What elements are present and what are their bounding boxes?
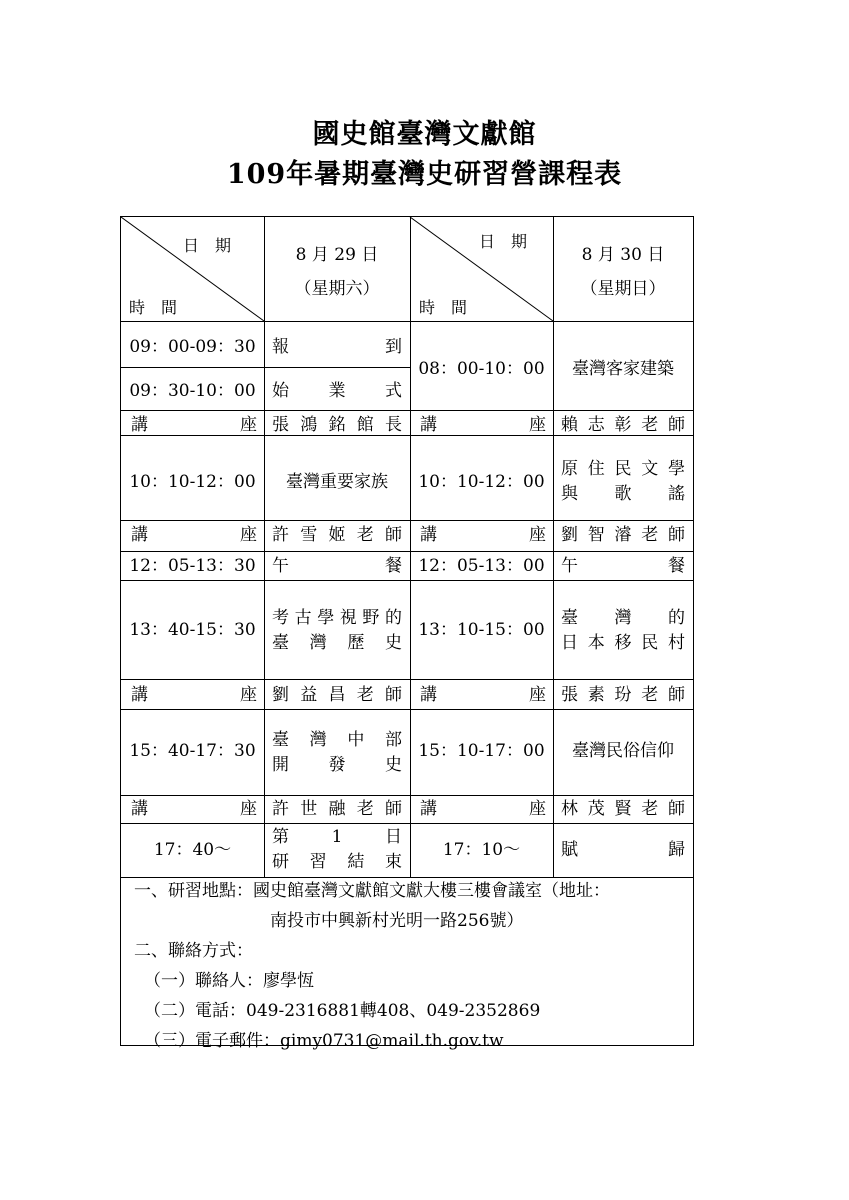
day1-time-7: 17：40～ — [153, 840, 232, 860]
day1-time-2: 09：30-10：00 — [129, 381, 256, 401]
day1-time-5: 13：40-15：30 — [129, 620, 256, 640]
notes-location-line2: 南投市中興新村光明一路256號） — [270, 911, 524, 931]
day2-speaker-1: 賴 志 彰 老 師 — [561, 415, 685, 435]
day1-time-3: 10：10-12：00 — [129, 472, 256, 492]
page-title: 國史館臺灣文獻館 — [312, 119, 537, 150]
day1-content-archaeology: 考 古 學 視 野 的 臺 灣 歷 史 — [272, 608, 402, 653]
day1-speaker-1: 張 鴻 銘 館 長 — [272, 415, 402, 435]
notes-location-line1: 一、研習地點：國史館臺灣文獻館文獻大樓三樓會議室（地址： — [134, 881, 610, 901]
day2-time-4: 13：10-15：00 — [418, 620, 545, 640]
day1-lecturer-label-1: 講 座 — [131, 415, 257, 435]
day1-speaker-3: 劉 益 昌 老 師 — [272, 685, 402, 705]
day2-speaker-4: 林 茂 賢 老 師 — [561, 799, 685, 819]
day1-lecturer-label-3: 講 座 — [131, 685, 257, 705]
header-date-label-2: 日 期 — [479, 232, 528, 251]
day1-lecturer-label-4: 講 座 — [131, 799, 257, 819]
header-date-label-1: 日 期 — [183, 236, 232, 255]
day2-lecturer-label-1: 講 座 — [420, 415, 546, 435]
day2-content-return: 賦 歸 — [561, 840, 685, 860]
day1-speaker-2: 許 雪 姬 老 師 — [272, 525, 402, 545]
day1-date: 8 月 29 日 — [295, 245, 379, 265]
day1-content-checkin: 報 到 — [272, 337, 402, 357]
notes-contact-person: （一）聯絡人：廖學恆 — [144, 971, 314, 991]
day2-time-6: 17：10～ — [442, 840, 521, 860]
day2-time-1: 08：00-10：00 — [418, 359, 545, 379]
day1-time-1: 09：00-09：30 — [129, 337, 256, 357]
day2-time-5: 15：10-17：00 — [418, 741, 545, 761]
day2-speaker-2: 劉 智 濬 老 師 — [561, 525, 685, 545]
day2-lecturer-label-2: 講 座 — [420, 525, 546, 545]
header-time-label-2: 時 間 — [419, 298, 468, 317]
day2-content-folk: 臺灣民俗信仰 — [572, 741, 674, 761]
day2-time-2: 10：10-12：00 — [418, 472, 545, 492]
day2-speaker-3: 張 素 玢 老 師 — [561, 685, 685, 705]
day1-content-closing: 第 1 日 研 習 結 束 — [272, 827, 402, 872]
day1-content-families: 臺灣重要家族 — [286, 472, 388, 492]
day1-content-central: 臺 灣 中 部 開 發 史 — [272, 730, 402, 775]
day2-content-immigrants: 臺 灣 的 日 本 移 民 村 — [561, 608, 685, 653]
notes-section — [120, 876, 694, 1056]
notes-contact-heading: 二、聯絡方式： — [134, 941, 253, 961]
day1-content-opening: 始 業 式 — [272, 381, 402, 401]
day1-time-4: 12：05-13：30 — [129, 556, 256, 576]
day2-content-lunch: 午 餐 — [561, 556, 685, 576]
day2-lecturer-label-4: 講 座 — [420, 799, 546, 819]
day1-weekday: （星期六） — [294, 279, 380, 299]
day1-time-6: 15：40-17：30 — [129, 741, 256, 761]
day2-content-indigenous: 原 住 民 文 學 與 歌 謠 — [561, 459, 685, 504]
day2-date: 8 月 30 日 — [581, 245, 665, 265]
day2-lecturer-label-3: 講 座 — [420, 685, 546, 705]
notes-contact-email: （三）電子郵件：gimy0731@mail.th.gov.tw — [144, 1031, 504, 1051]
day2-content-hakka: 臺灣客家建築 — [572, 359, 674, 379]
day2-time-3: 12：05-13：00 — [418, 556, 545, 576]
day1-lecturer-label-2: 講 座 — [131, 525, 257, 545]
header-time-label-1: 時 間 — [129, 298, 178, 317]
day1-content-lunch: 午 餐 — [272, 556, 402, 576]
day2-weekday: （星期日） — [580, 279, 666, 299]
notes-contact-phone: （二）電話：049-2316881轉408、049-2352869 — [144, 1001, 541, 1021]
day1-speaker-4: 許 世 融 老 師 — [272, 799, 402, 819]
page-subtitle: 109年暑期臺灣史研習營課程表 — [226, 159, 623, 190]
